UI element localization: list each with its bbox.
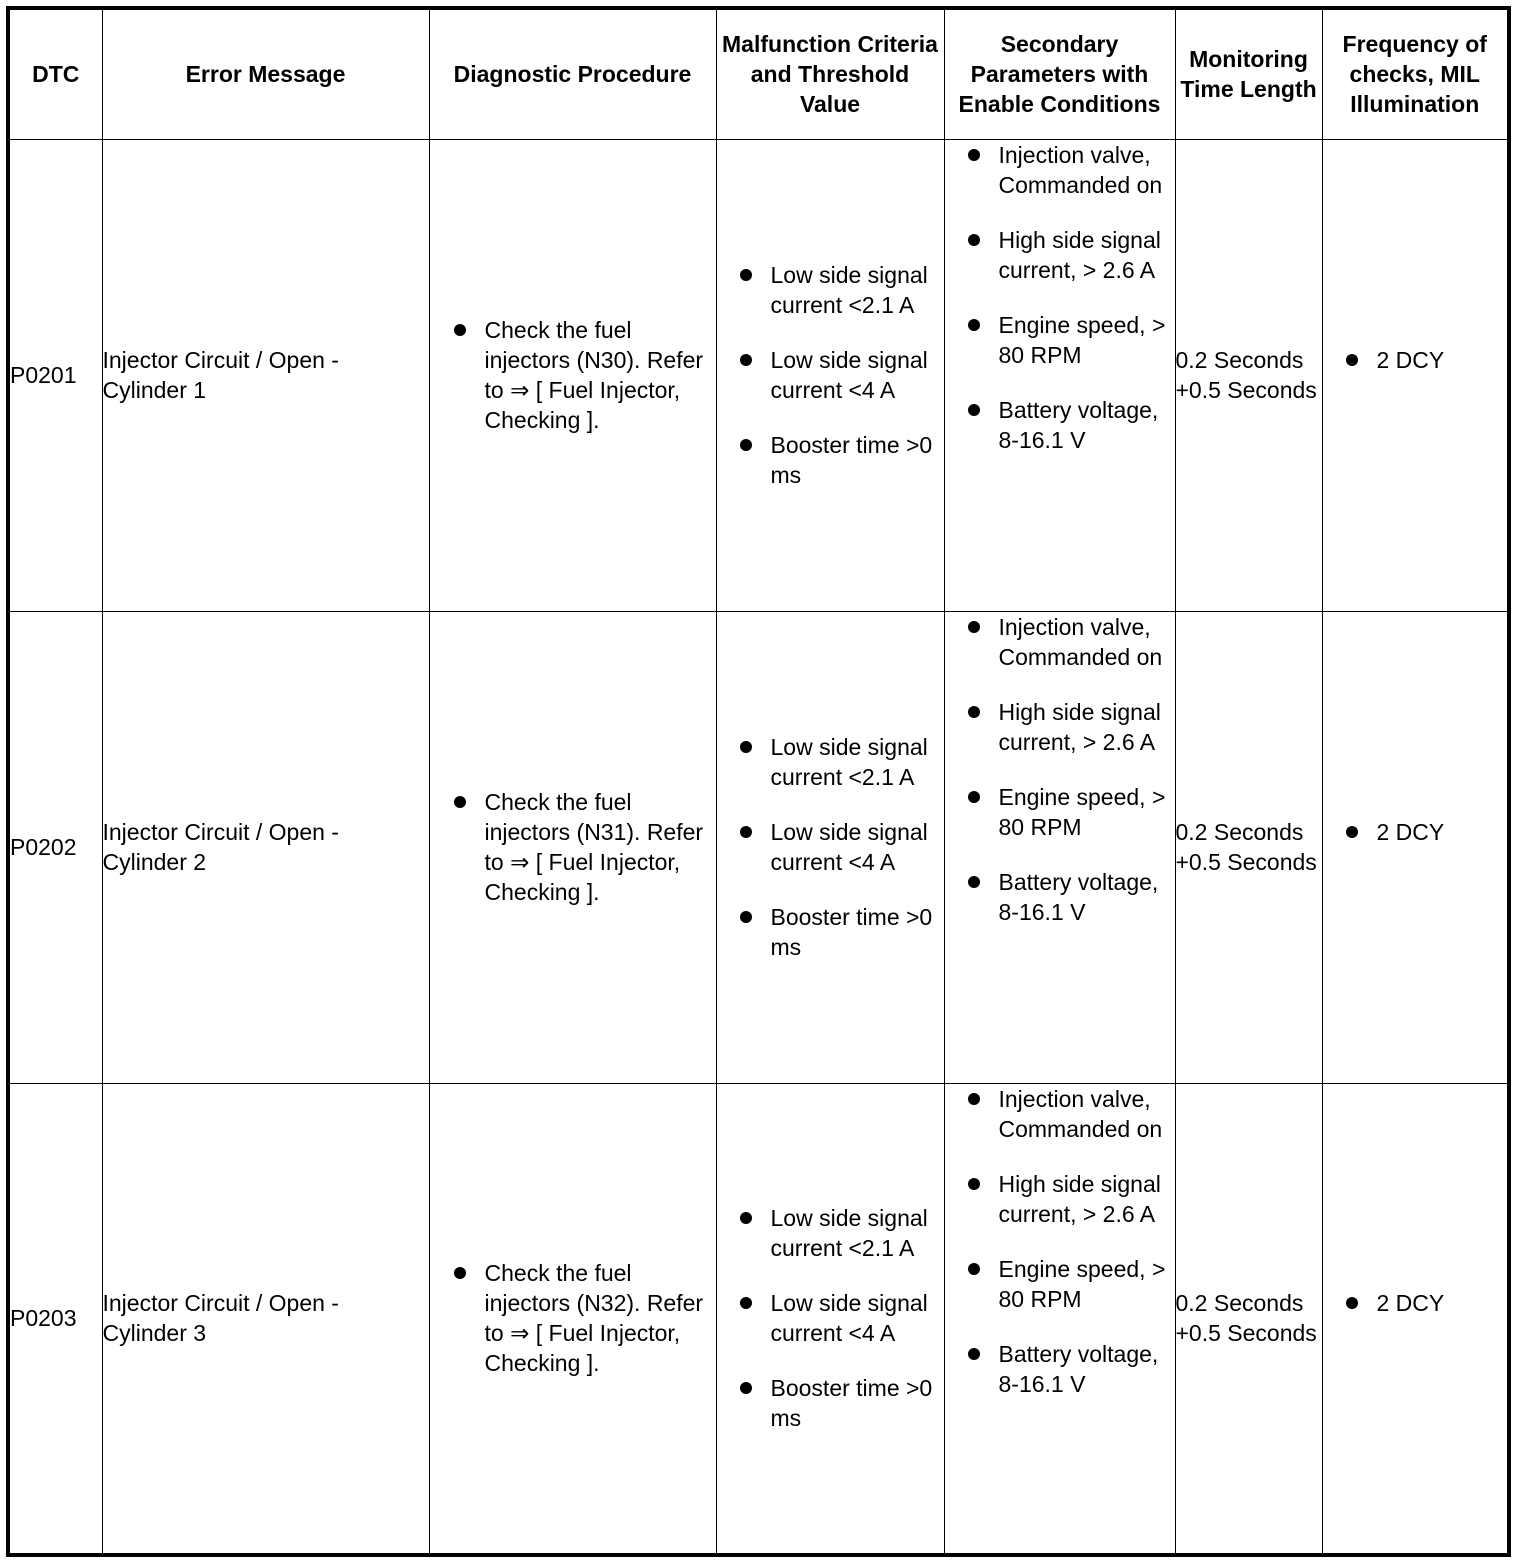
diagnostic-step: Check the fuel injectors (N31). Refer to ⇒ [ Fuel Injector, Checking ]. bbox=[485, 787, 712, 907]
header-malfunction-criteria: Malfunction Criteria and Threshold Value bbox=[716, 8, 944, 139]
header-dtc: DTC bbox=[8, 8, 102, 139]
criteria-item: Low side signal current <4 A bbox=[771, 345, 940, 405]
secondary-parameters bbox=[944, 611, 1175, 1083]
parameter-item: High side signal current, > 2.6 A bbox=[999, 1169, 1171, 1229]
secondary-parameters bbox=[944, 139, 1175, 611]
frequency-item: 2 DCY bbox=[1377, 1288, 1508, 1318]
dtc-code: P0201 bbox=[8, 139, 102, 611]
frequency-item: 2 DCY bbox=[1377, 345, 1508, 375]
table-row bbox=[8, 139, 1509, 611]
criteria-item: Low side signal current <2.1 A bbox=[771, 732, 940, 792]
secondary-parameters bbox=[944, 1083, 1175, 1555]
parameter-item: Injection valve, Commanded on bbox=[999, 140, 1171, 200]
dtc-table bbox=[6, 6, 1511, 1557]
monitoring-time: 0.2 Seconds +0.5 Seconds bbox=[1175, 139, 1322, 611]
parameter-item: Engine speed, > 80 RPM bbox=[999, 782, 1171, 842]
diagnostic-step: Check the fuel injectors (N32). Refer to ⇒ [ Fuel Injector, Checking ]. bbox=[485, 1258, 712, 1378]
table-row bbox=[8, 611, 1509, 1083]
error-message: Injector Circuit / Open - Cylinder 3 bbox=[102, 1083, 429, 1555]
monitoring-time: 0.2 Seconds +0.5 Seconds bbox=[1175, 1083, 1322, 1555]
diagnostic-step: Check the fuel injectors (N30). Refer to ⇒ [ Fuel Injector, Checking ]. bbox=[485, 315, 712, 435]
parameter-item: Engine speed, > 80 RPM bbox=[999, 1254, 1171, 1314]
criteria-item: Low side signal current <2.1 A bbox=[771, 1203, 940, 1263]
header-monitoring-time: Monitoring Time Length bbox=[1175, 8, 1322, 139]
frequency-mil bbox=[1322, 1083, 1509, 1555]
dtc-code: P0202 bbox=[8, 611, 102, 1083]
parameter-item: Battery voltage, 8-16.1 V bbox=[999, 867, 1171, 927]
parameter-item: Battery voltage, 8-16.1 V bbox=[999, 1339, 1171, 1399]
table-header-row bbox=[8, 8, 1509, 139]
criteria-item: Booster time >0 ms bbox=[771, 1373, 940, 1433]
error-message: Injector Circuit / Open - Cylinder 2 bbox=[102, 611, 429, 1083]
diagnostic-procedure bbox=[429, 611, 716, 1083]
dtc-code: P0203 bbox=[8, 1083, 102, 1555]
error-message: Injector Circuit / Open - Cylinder 1 bbox=[102, 139, 429, 611]
header-error-message: Error Message bbox=[102, 8, 429, 139]
frequency-mil bbox=[1322, 611, 1509, 1083]
monitoring-time: 0.2 Seconds +0.5 Seconds bbox=[1175, 611, 1322, 1083]
criteria-item: Booster time >0 ms bbox=[771, 430, 940, 490]
criteria-item: Low side signal current <4 A bbox=[771, 1288, 940, 1348]
parameter-item: Battery voltage, 8-16.1 V bbox=[999, 395, 1171, 455]
header-secondary-parameters: Secondary Parameters with Enable Conditions bbox=[944, 8, 1175, 139]
criteria-item: Low side signal current <2.1 A bbox=[771, 260, 940, 320]
parameter-item: Engine speed, > 80 RPM bbox=[999, 310, 1171, 370]
malfunction-criteria bbox=[716, 1083, 944, 1555]
header-diagnostic-procedure: Diagnostic Procedure bbox=[429, 8, 716, 139]
diagnostic-procedure bbox=[429, 1083, 716, 1555]
header-frequency-mil: Frequency of checks, MIL Illumination bbox=[1322, 8, 1509, 139]
criteria-item: Booster time >0 ms bbox=[771, 902, 940, 962]
parameter-item: High side signal current, > 2.6 A bbox=[999, 697, 1171, 757]
malfunction-criteria bbox=[716, 139, 944, 611]
frequency-item: 2 DCY bbox=[1377, 817, 1508, 847]
criteria-item: Low side signal current <4 A bbox=[771, 817, 940, 877]
parameter-item: Injection valve, Commanded on bbox=[999, 612, 1171, 672]
frequency-mil bbox=[1322, 139, 1509, 611]
diagnostic-procedure bbox=[429, 139, 716, 611]
parameter-item: High side signal current, > 2.6 A bbox=[999, 225, 1171, 285]
table-row bbox=[8, 1083, 1509, 1555]
malfunction-criteria bbox=[716, 611, 944, 1083]
parameter-item: Injection valve, Commanded on bbox=[999, 1084, 1171, 1144]
